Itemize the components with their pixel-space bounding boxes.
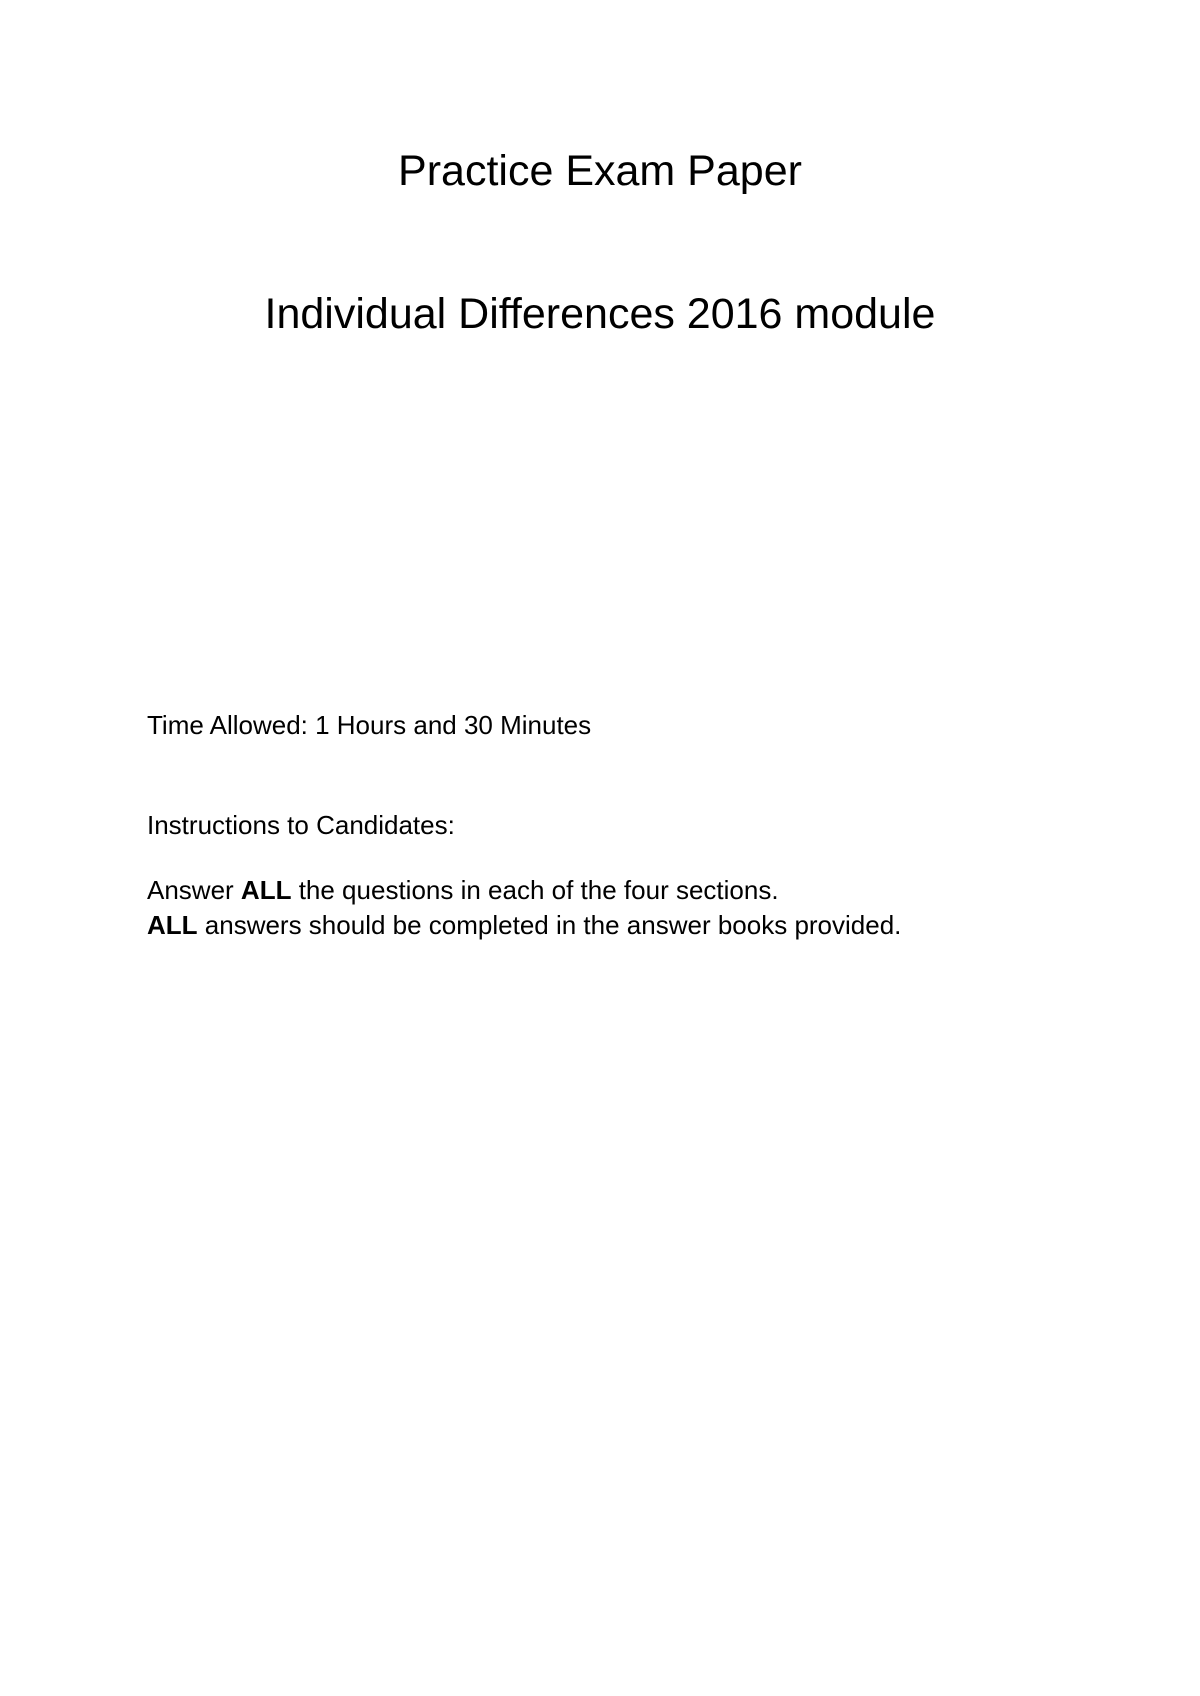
instruction-line-1 [147, 874, 779, 906]
instruction-1-pre: Answer [147, 875, 241, 905]
instruction-2-post: answers should be completed in the answer books provided. [197, 910, 902, 940]
instruction-1-post: the questions in each of the four sections. [291, 875, 779, 905]
instruction-2-emphasis: ALL [147, 910, 198, 940]
page-title: Practice Exam Paper [398, 147, 802, 195]
instruction-line-2 [147, 909, 901, 941]
module-title: Individual Differences 2016 module [264, 290, 936, 338]
time-allowed: Time Allowed: 1 Hours and 30 Minutes [147, 710, 592, 740]
instructions-heading: Instructions to Candidates: [147, 810, 455, 840]
instruction-1-emphasis: ALL [240, 875, 292, 905]
